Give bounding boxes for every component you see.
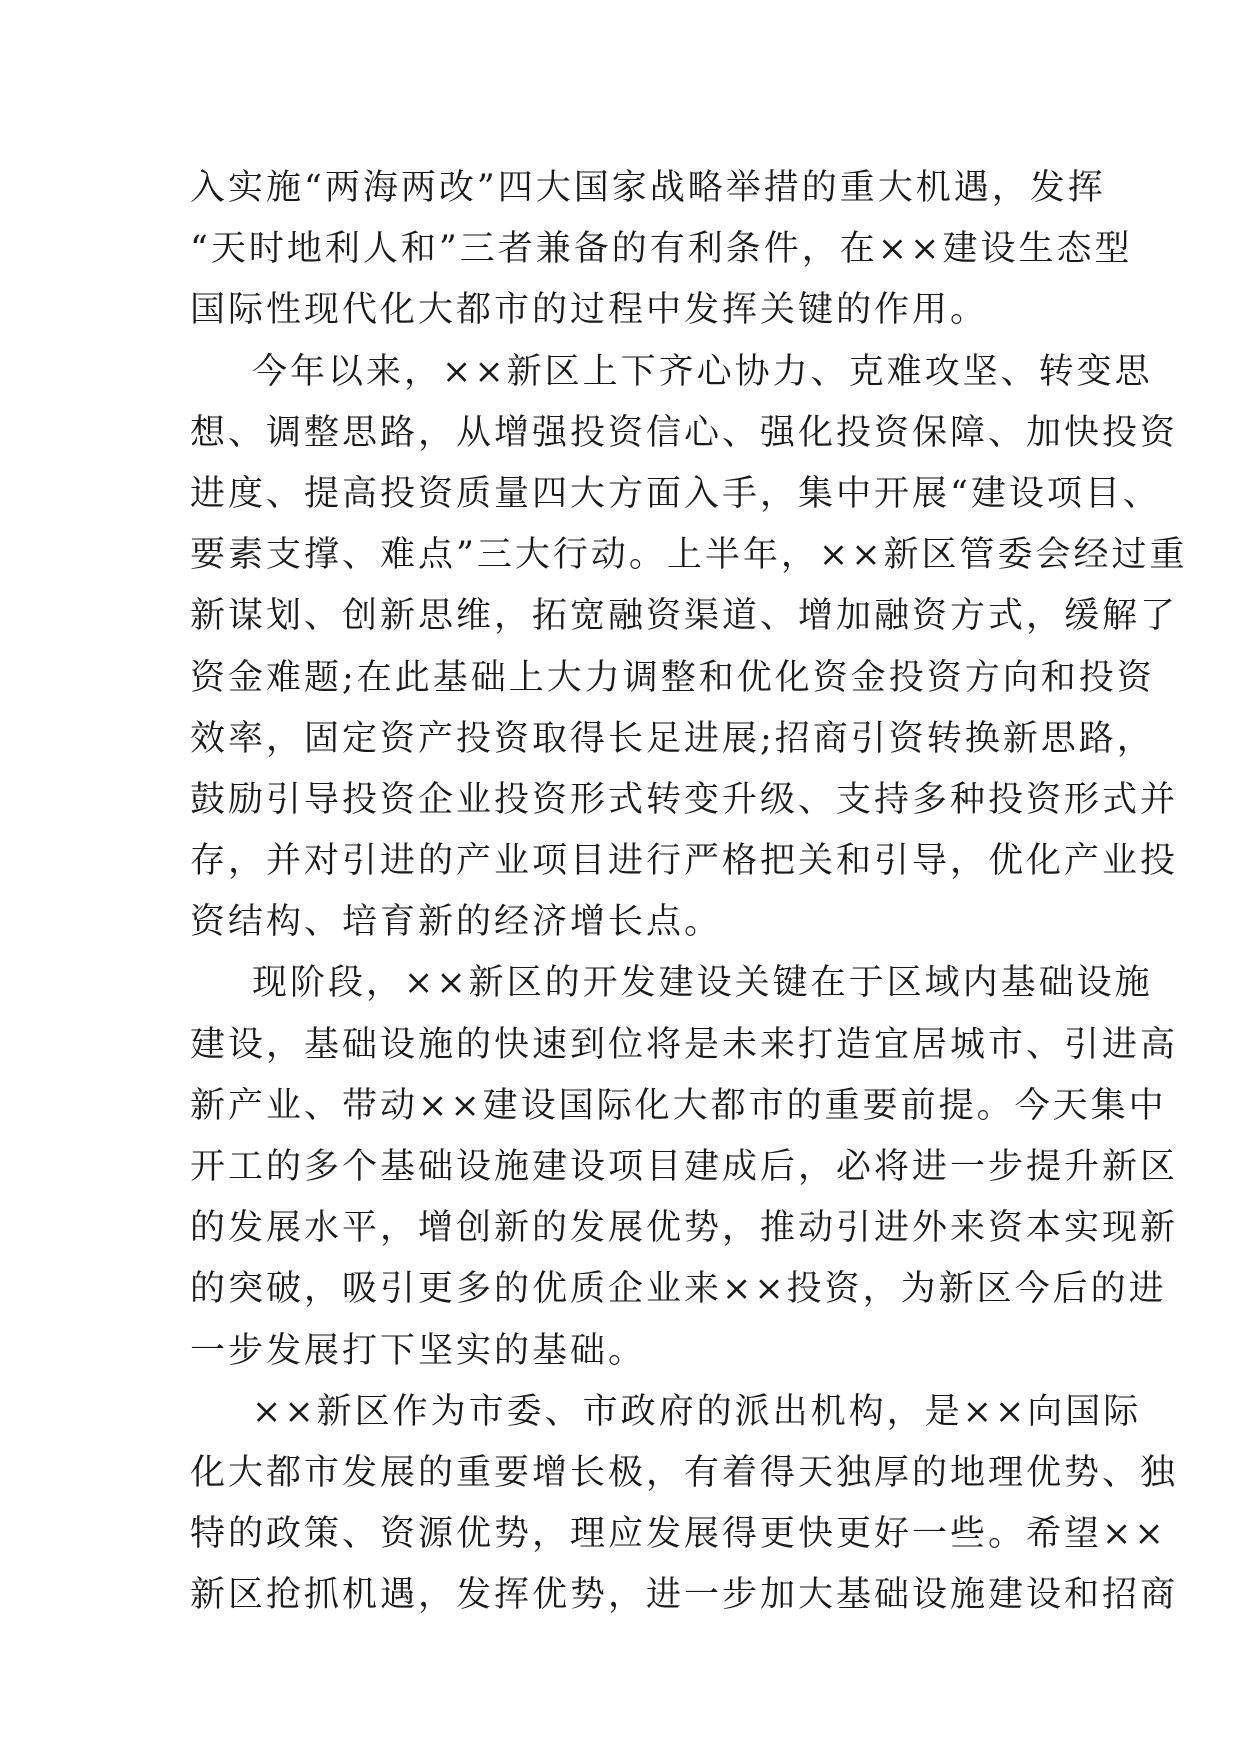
text-line: 存，并对引进的产业项目进行严格把关和引导，优化产业投 <box>190 841 1179 882</box>
text-line: 新产业、带动××建设国际化大都市的重要前提。今天集中 <box>190 1085 1167 1126</box>
paragraph <box>190 1382 1179 1627</box>
text-line: 建设，基础设施的快速到位将是未来打造宜居城市、引进高 <box>190 1024 1179 1065</box>
text-line: 新区抢抓机遇，发挥优势，进一步加大基础设施建设和招商 <box>190 1575 1179 1616</box>
text-line: 现阶段，××新区的开发建设关键在于区域内基础设施 <box>252 963 1153 1004</box>
text-line: 新谋划、创新思维，拓宽融资渠道、增加融资方式，缓解了 <box>190 596 1179 637</box>
paragraph <box>190 953 1179 1381</box>
text-line: 鼓励引导投资企业投资形式转变升级、支持多种投资形式并 <box>190 779 1179 820</box>
text-line: 的突破，吸引更多的优质企业来××投资，为新区今后的进 <box>190 1269 1167 1310</box>
text-line: 国际性现代化大都市的过程中发挥关键的作用。 <box>190 290 989 331</box>
text-line: 效率，固定资产投资取得长足进展;招商引资转换新思路， <box>190 718 1155 759</box>
text-line: 要素支撑、难点”三大行动。上半年，××新区管委会经过重 <box>190 535 1188 576</box>
text-line: 资金难题;在此基础上大力调整和优化资金投资方向和投资 <box>190 657 1155 698</box>
text-line: 进度、提高投资质量四大方面入手，集中开展“建设项目、 <box>190 473 1161 514</box>
text-line: 今年以来，××新区上下齐心协力、克难攻坚、转变思 <box>252 351 1153 392</box>
text-line: ××新区作为市委、市政府的派出机构，是××向国际 <box>252 1391 1142 1432</box>
text-line: 特的政策、资源优势，理应发展得更快更好一些。希望×× <box>190 1514 1167 1555</box>
paragraph <box>190 158 1133 342</box>
body-text <box>190 158 1188 1627</box>
text-line: 一步发展打下坚实的基础。 <box>190 1330 647 1371</box>
text-line: 化大都市发展的重要增长极，有着得天独厚的地理优势、独 <box>190 1452 1179 1493</box>
text-line: 的发展水平，增创新的发展优势，推动引进外来资本实现新 <box>190 1208 1179 1249</box>
text-line: 入实施“两海两改”四大国家战略举措的重大机遇，发挥 <box>190 168 1106 208</box>
paragraph <box>190 342 1188 954</box>
text-line: 资结构、培育新的经济增长点。 <box>190 902 723 943</box>
text-line: 开工的多个基础设施建设项目建成后，必将进一步提升新区 <box>190 1147 1179 1187</box>
text-line: 想、调整思路，从增强投资信心、强化投资保障、加快投资 <box>190 412 1179 453</box>
text-line: “天时地利人和”三者兼备的有利条件，在××建设生态型 <box>190 229 1133 270</box>
